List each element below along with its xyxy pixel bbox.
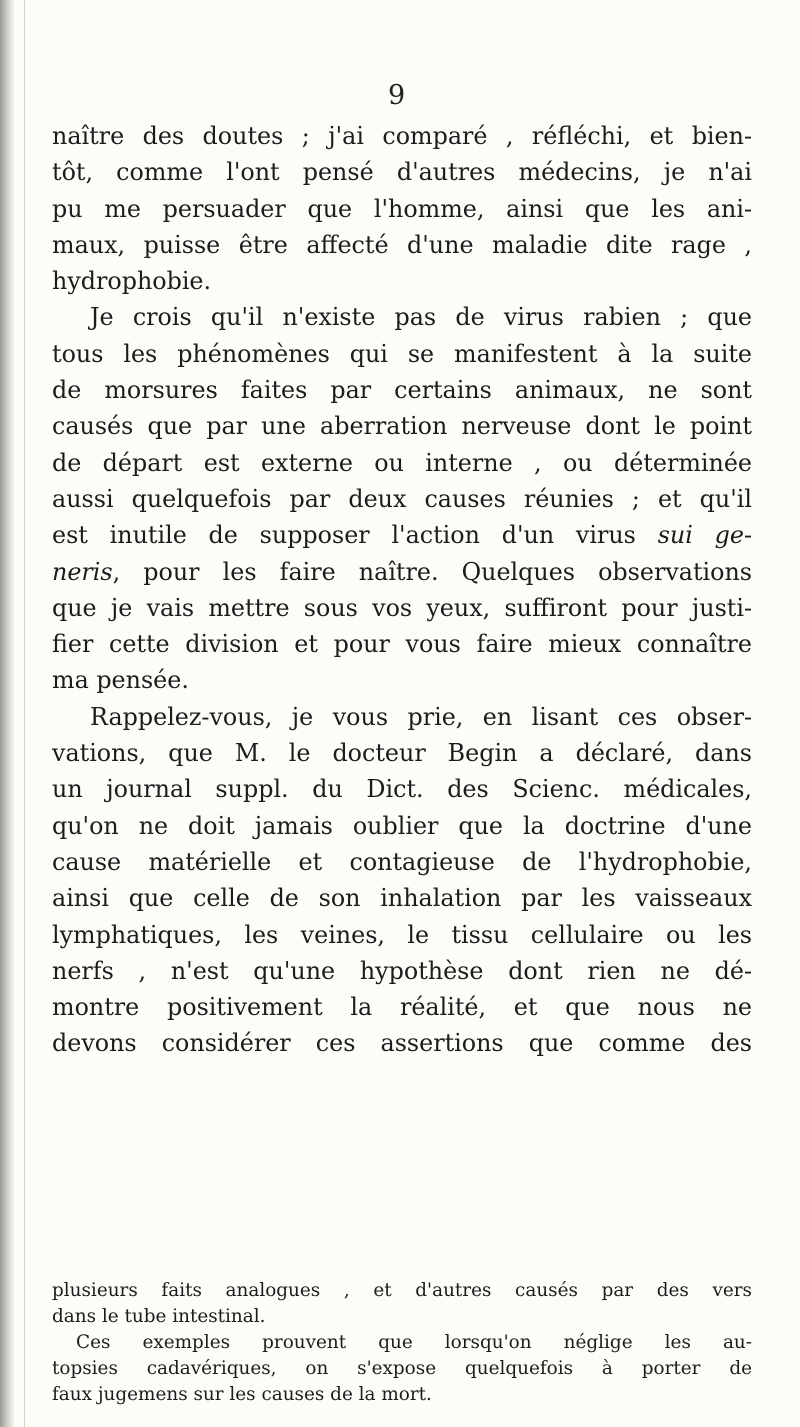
page-number: 9 xyxy=(388,80,406,111)
text-line: qu'on ne doit jamais oublier que la doctrine d'une xyxy=(52,811,752,840)
text-line: ainsi que celle de son inhalation par les vaisseaux xyxy=(52,884,752,913)
footnote-line: dans le tube intestinal. xyxy=(52,1306,266,1327)
text-line: un journal suppl. du Dict. des Scienc. médicales, xyxy=(52,775,752,804)
text-line: de morsures faites par certains animaux, ne sont xyxy=(52,376,752,405)
text-line: Rappelez-vous, je vous prie, en lisant ces obser- xyxy=(90,702,752,731)
text-line: nerfs , n'est qu'une hypothèse dont rien ne dé- xyxy=(52,956,752,985)
text-line: maux, puisse être affecté d'une maladie dite rage , xyxy=(52,230,752,259)
text-line xyxy=(52,517,752,553)
text-line: pu me persuader que l'homme, ainsi que les ani- xyxy=(52,194,752,223)
text-line xyxy=(52,554,752,590)
text-line: ma pensée. xyxy=(52,666,189,695)
italic-text: neris xyxy=(52,557,113,586)
footnote-line: faux jugemens sur les causes de la mort. xyxy=(52,1384,432,1405)
text-line: hydrophobie. xyxy=(52,267,212,296)
text-line: aussi quelquefois par deux causes réunies ; et qu'il xyxy=(52,484,752,513)
text-line: que je vais mettre sous vos yeux, suffiront pour justi- xyxy=(52,593,752,622)
text-line: vations, que M. le docteur Begin a déclaré, dans xyxy=(52,739,752,768)
page-binding-shadow xyxy=(0,0,14,1427)
main-text xyxy=(52,118,752,1062)
text-line: cause matérielle et contagieuse de l'hydrophobie, xyxy=(52,847,752,876)
text-run: est inutile de supposer l'action d'un virus xyxy=(52,521,636,550)
footnote-line: plusieurs faits analogues , et d'autres causés par des vers xyxy=(52,1280,752,1301)
footnote-line: topsies cadavériques, on s'expose quelquefois à porter de xyxy=(52,1358,752,1379)
text-line: causés que par une aberration nerveuse dont le point xyxy=(52,412,752,441)
text-line: Je crois qu'il n'existe pas de virus rabien ; que xyxy=(90,303,752,332)
italic-text: sui ge- xyxy=(657,521,752,550)
text-line: tous les phénomènes qui se manifestent à la suite xyxy=(52,339,752,368)
page-binding-line xyxy=(24,0,25,1427)
text-line: devons considérer ces assertions que comme des xyxy=(52,1029,752,1058)
footnote-text xyxy=(52,1278,752,1408)
text-line: montre positivement la réalité, et que nous ne xyxy=(52,993,752,1022)
text-line: tôt, comme l'ont pensé d'autres médecins, je n'ai xyxy=(52,158,752,187)
text-run: , pour les faire naître. Quelques observations xyxy=(112,557,752,586)
text-line: fier cette division et pour vous faire mieux connaître xyxy=(52,630,752,659)
text-line: lymphatiques, les veines, le tissu cellulaire ou les xyxy=(52,920,752,949)
text-line: naître des doutes ; j'ai comparé , réfléchi, et bien- xyxy=(52,122,752,150)
footnote-line: Ces exemples prouvent que lorsqu'on néglige les au- xyxy=(76,1332,752,1353)
text-line: de départ est externe ou interne , ou déterminée xyxy=(52,448,752,477)
